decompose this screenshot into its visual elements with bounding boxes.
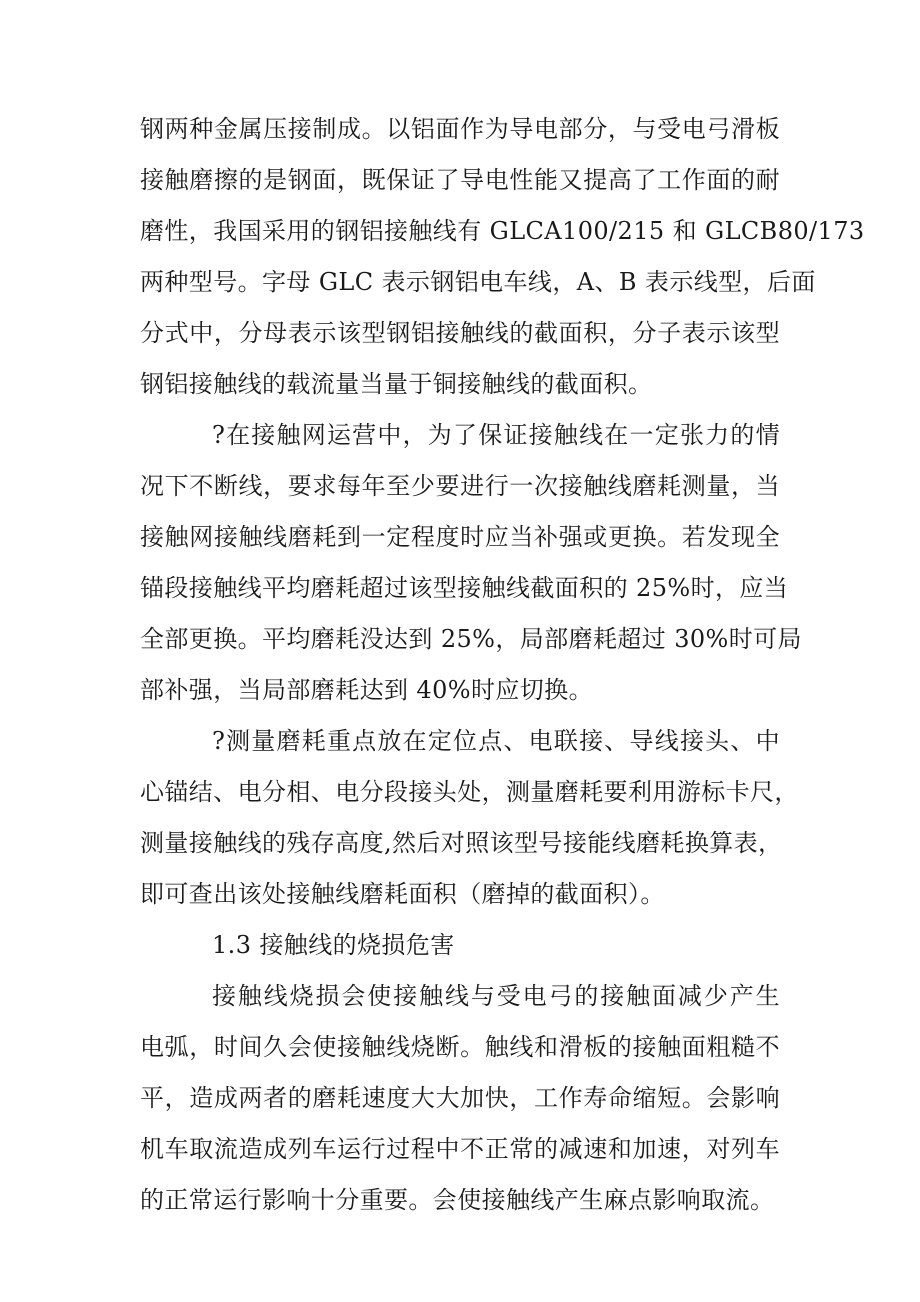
text-line: 部补强，当局部磨耗达到 40%时应切换。 <box>140 676 593 704</box>
text-line: 测量接触线的残存高度,然后对照该型号接能线磨耗换算表， <box>140 829 783 857</box>
text-line: 即可查出该处接触线磨耗面积（磨掉的截面积）。 <box>140 880 665 908</box>
text-line: 两种型号。字母 GLC 表示钢铝电车线，A、B 表示线型，后面 <box>140 268 816 296</box>
paragraph-wear-measurement-rules <box>140 410 802 716</box>
text-line: 况下不断线，要求每年至少要进行一次接触线磨耗测量，当 <box>140 472 780 500</box>
text-line: 接触网接触线磨耗到一定程度时应当补强或更换。若发现全 <box>140 523 780 551</box>
section-heading <box>140 920 780 971</box>
text-line: 机车取流造成列车运行过程中不正常的减速和加速，对列车 <box>140 1135 780 1163</box>
text-line: 心锚结、电分相、电分段接头处，测量磨耗要利用游标卡尺， <box>140 778 799 806</box>
text-line: 分式中，分母表示该型钢铝接触线的截面积，分子表示该型 <box>140 319 780 347</box>
text-line: 接触磨擦的是钢面，既保证了导电性能又提高了工作面的耐 <box>140 166 780 194</box>
paragraph-measurement-points <box>140 716 799 920</box>
text-line: 锚段接触线平均磨耗超过该型接触线截面积的 25%时，应当 <box>140 574 789 602</box>
document-body <box>140 104 865 1226</box>
text-line: 平，造成两者的磨耗速度大大加快，工作寿命缩短。会影响 <box>140 1084 780 1112</box>
text-line: ?测量磨耗重点放在定位点、电联接、导线接头、中 <box>212 727 780 755</box>
paragraph-aluminum-steel-wire <box>140 104 865 410</box>
text-line: 磨性，我国采用的钢铝接触线有 GLCA100/215 和 GLCB80/173 <box>140 217 865 245</box>
text-line: 的正常运行影响十分重要。会使接触线产生麻点影响取流。 <box>140 1186 775 1214</box>
text-line: ?在接触网运营中，为了保证接触线在一定张力的情 <box>212 421 780 449</box>
text-line: 钢两种金属压接制成。以铝面作为导电部分，与受电弓滑板 <box>140 115 780 143</box>
heading-line: 1.3 接触线的烧损危害 <box>212 931 455 959</box>
paragraph-burn-damage <box>140 971 780 1226</box>
text-line: 电弧，时间久会使接触线烧断。触线和滑板的接触面粗糙不 <box>140 1033 780 1061</box>
text-line: 钢铝接触线的载流量当量于铜接触线的截面积。 <box>140 370 653 398</box>
text-line: 全部更换。平均磨耗没达到 25%，局部磨耗超过 30%时可局 <box>140 625 802 653</box>
text-line: 接触线烧损会使接触线与受电弓的接触面减少产生 <box>212 982 780 1010</box>
